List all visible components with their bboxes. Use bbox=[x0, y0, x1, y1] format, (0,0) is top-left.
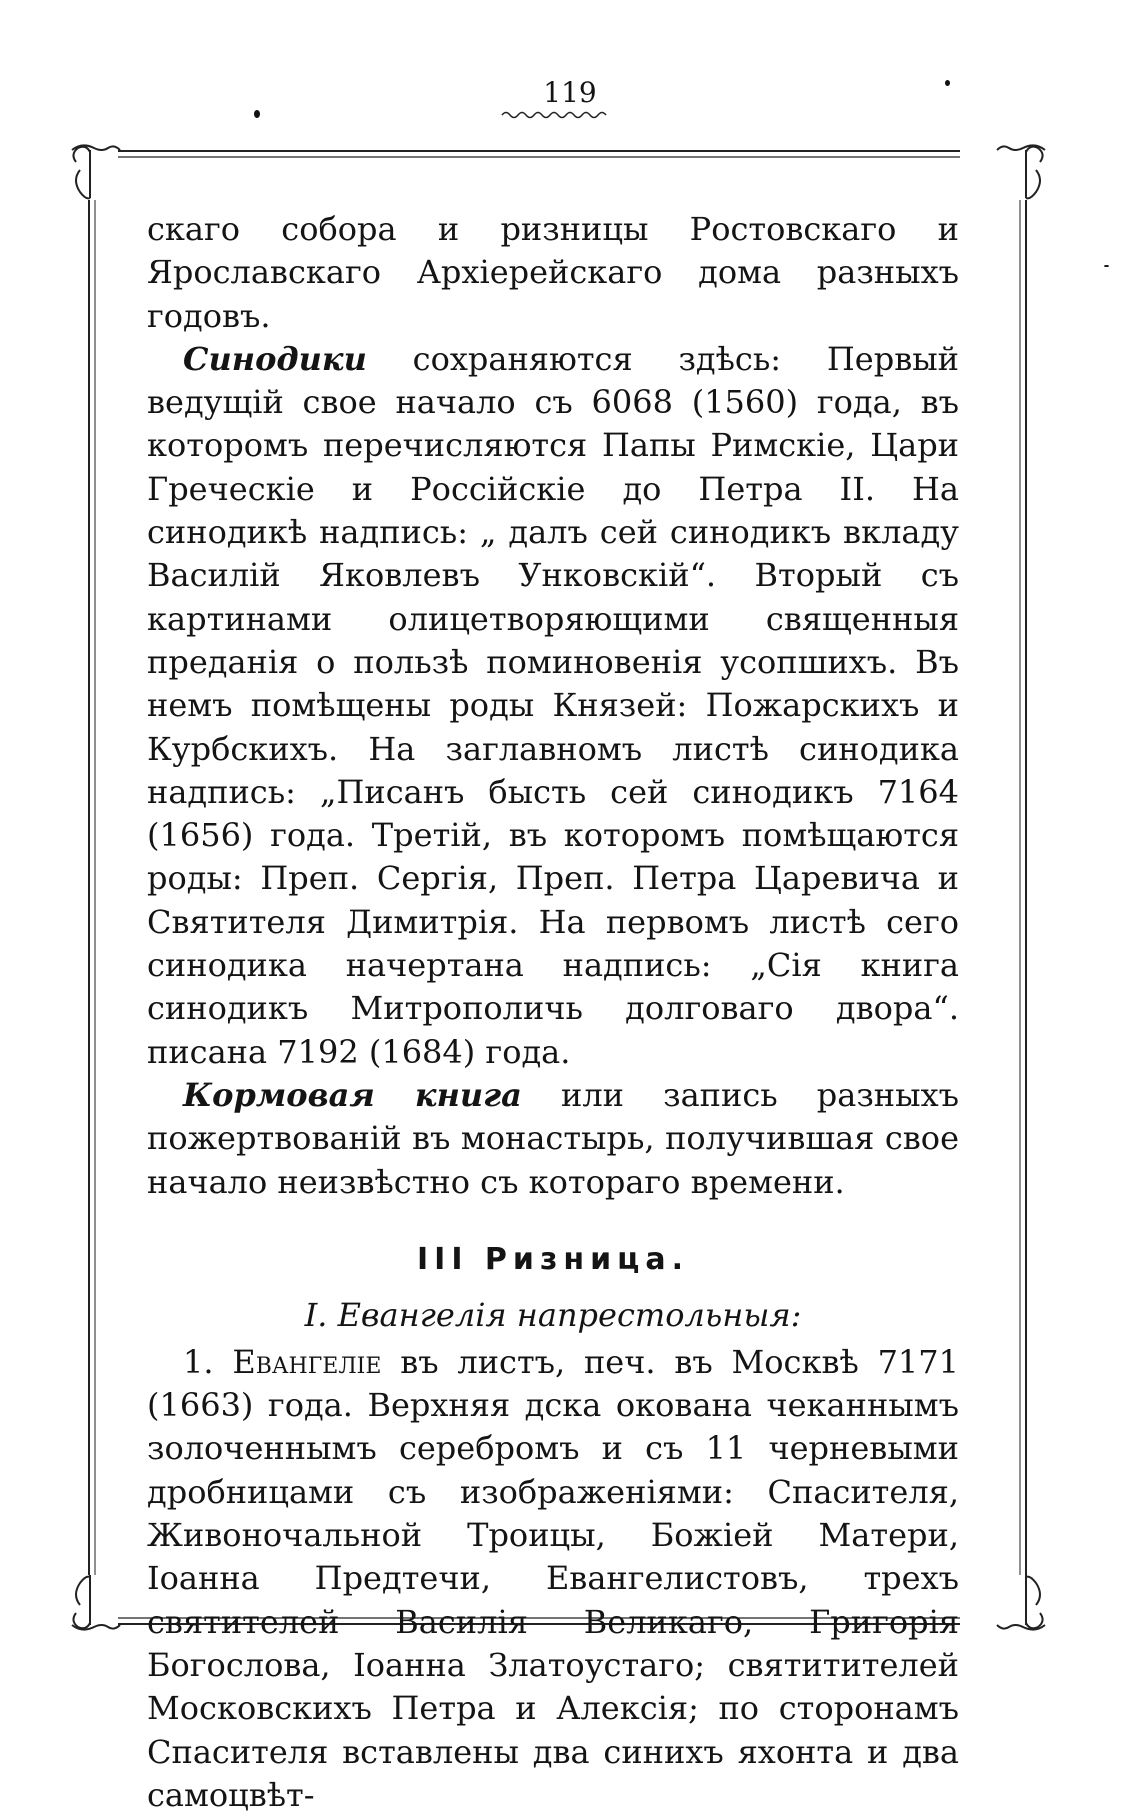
corner-ornament-top-left bbox=[72, 145, 120, 198]
term-kormovaya-kniga: Кормовая книга bbox=[183, 1075, 522, 1114]
page-number: 119 bbox=[543, 76, 597, 109]
section-title: III Ризница. bbox=[417, 1241, 689, 1277]
paragraph-continuation: скаго собора и ризницы Ростовскаго и Ярославскаго Архіерейскаго дома разныхъ годовъ. bbox=[147, 210, 959, 335]
list-item-heading: Евангеліе bbox=[232, 1342, 382, 1381]
list-item-number: 1. bbox=[183, 1342, 214, 1381]
subsection-title: I. Евангелія напрестольныя: bbox=[304, 1295, 802, 1334]
paragraph-sinodiki-text: сохраняются здѣсь: Первый ведущій свое начало съ 6068 (1560) года, въ которомъ перечисляются Папы Римскіе, Цари Греческіе и Россійскіе до Петра II. На синодикѣ надпись: „ далъ сей синодикъ вкладу Василій Яковлевъ Унковскій“. Вторый съ картинами олицетворяющими священныя преданія о пользѣ поминовенія усопшихъ. Въ немъ помѣщены роды Князей: Пожарскихъ и Курбскихъ. На заглавномъ листѣ синодика надпись: „Писанъ бысть сей синодикъ 7164 (1656) года. Третій, въ которомъ помѣщаются роды: Преп. Сергія, Преп. Петра Царевича и Святителя Димитрія. На первомъ листѣ сего синодика начертана надпись: „Сія книга синодикъ Митрополичь долговаго двора“. писана 7192 (1684) года. bbox=[147, 339, 959, 1071]
corner-ornament-bottom-left bbox=[72, 1575, 120, 1630]
term-sinodiki: Синодики bbox=[183, 339, 367, 378]
corner-ornament-bottom-right bbox=[997, 1575, 1045, 1630]
list-item-text: въ листъ, печ. въ Москвѣ 7171 (1663) года. Верхняя дска окована чеканнымъ золоченнымъ серебромъ и съ 11 черневыми дробницами съ изображеніями: Спасителя, Живоночальной Троицы, Божіей Матери, Іоанна Предтечи, Евангелистовъ, трехъ святителей Василія Великаго, Григорія Богослова, Іоанна Златоустаго; святитителей Московскихъ Петра и Алексія; по сторонамъ Спасителя вставлены два синихъ яхонта и два самоцвѣт- bbox=[147, 1342, 960, 1814]
paragraph-sinodiki bbox=[147, 338, 959, 1074]
paragraph-kormovaya-kniga-text: или запись разныхъ пожертвованій въ монастырь, получившая свое начало неизвѣстно съ котораго времени. bbox=[147, 1075, 959, 1201]
corner-ornament-top-right bbox=[997, 145, 1045, 198]
paragraph-kormovaya-kniga bbox=[147, 1074, 959, 1204]
page-body-text bbox=[147, 208, 959, 1817]
